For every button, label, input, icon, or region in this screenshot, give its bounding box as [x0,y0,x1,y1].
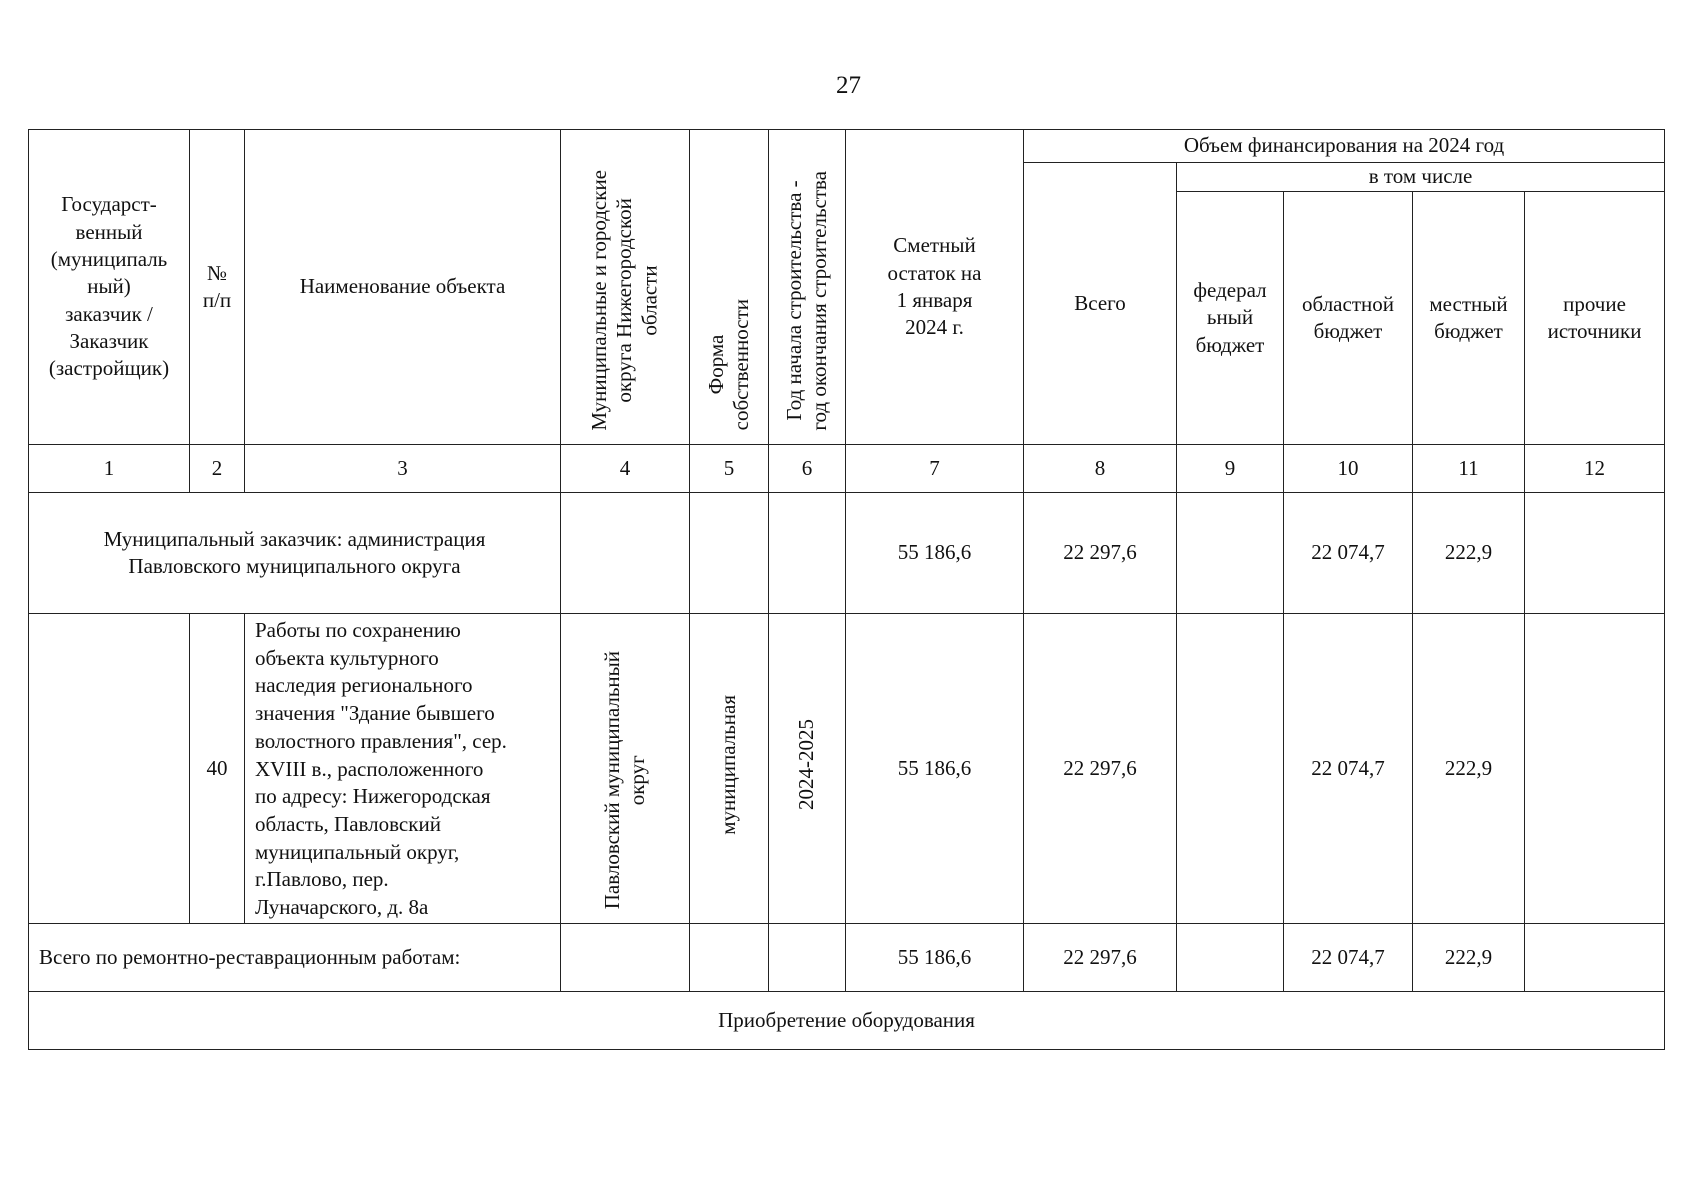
column-number: 3 [245,445,561,493]
column-number: 10 [1284,445,1413,493]
section-label: Приобретение оборудования [29,992,1665,1050]
customer-total: 22 297,6 [1024,493,1177,614]
customer-other [1525,493,1665,614]
object-customer [29,614,190,924]
object-remainder: 55 186,6 [846,614,1024,924]
object-ownership [690,614,769,924]
total-other [1525,924,1665,992]
empty-cell [690,493,769,614]
total-regional: 22 074,7 [1284,924,1413,992]
column-number: 8 [1024,445,1177,493]
object-regional: 22 074,7 [1284,614,1413,924]
object-local: 222,9 [1413,614,1525,924]
total-total: 22 297,6 [1024,924,1177,992]
empty-cell [690,924,769,992]
column-number: 11 [1413,445,1525,493]
total-remainder: 55 186,6 [846,924,1024,992]
header-customer: Государст- венный (муниципаль ный) заказчик / Заказчик (застройщик) [29,130,190,445]
customer-row [29,493,1665,614]
header-other: прочие источники [1525,192,1665,445]
total-label: Всего по ремонтно-реставрационным работам: [29,924,561,992]
header-districts [561,130,690,445]
header-regional: областной бюджет [1284,192,1413,445]
column-number: 1 [29,445,190,493]
customer-regional: 22 074,7 [1284,493,1413,614]
object-name: Работы по сохранению объекта культурного наследия регионального значения "Здание бывшего волостного правления", сер. XVIII в., расположенного по адресу: Нижегородская область, Павловский муниципальный округ, г.Павлово, пер. Луначарского, д. 8а [245,614,561,924]
total-federal [1177,924,1284,992]
empty-cell [561,924,690,992]
object-years [769,614,846,924]
customer-local: 222,9 [1413,493,1525,614]
object-total: 22 297,6 [1024,614,1177,924]
header-districts-text: Муниципальные и городские округа Нижегородской области [587,170,662,431]
header-local: местный бюджет [1413,192,1525,445]
empty-cell [561,493,690,614]
customer-remainder: 55 186,6 [846,493,1024,614]
column-number: 7 [846,445,1024,493]
object-federal [1177,614,1284,924]
object-years-text: 2024-2025 [794,719,819,811]
column-number-row [29,445,1665,493]
object-district-text: Павловский муниципальный округ [599,651,649,910]
header-ownership-text: Форма собственности [703,299,753,431]
object-district [561,614,690,924]
header-including: в том числе [1177,163,1665,192]
total-row [29,924,1665,992]
section-row [29,992,1665,1050]
header-years-text: Год начала строительства - год окончания строительства [781,171,831,431]
column-number: 4 [561,445,690,493]
header-financing: Объем финансирования на 2024 год [1024,130,1665,163]
object-num: 40 [190,614,245,924]
header-ownership [690,130,769,445]
page-number: 27 [836,72,861,99]
header-years [769,130,846,445]
header-federal: федерал ьный бюджет [1177,192,1284,445]
column-number: 2 [190,445,245,493]
object-ownership-text: муниципальная [716,694,741,835]
object-other [1525,614,1665,924]
empty-cell [769,924,846,992]
header-remainder: Сметный остаток на 1 января 2024 г. [846,130,1024,445]
column-number: 5 [690,445,769,493]
customer-label: Муниципальный заказчик: администрация Павловского муниципального округа [29,493,561,614]
header-total: Всего [1024,163,1177,445]
header-row-1 [29,130,1665,163]
customer-federal [1177,493,1284,614]
column-number: 6 [769,445,846,493]
header-num: № п/п [190,130,245,445]
financing-table [28,129,1665,1050]
column-number: 12 [1525,445,1665,493]
empty-cell [769,493,846,614]
header-object-name: Наименование объекта [245,130,561,445]
column-number: 9 [1177,445,1284,493]
object-row [29,614,1665,924]
total-local: 222,9 [1413,924,1525,992]
